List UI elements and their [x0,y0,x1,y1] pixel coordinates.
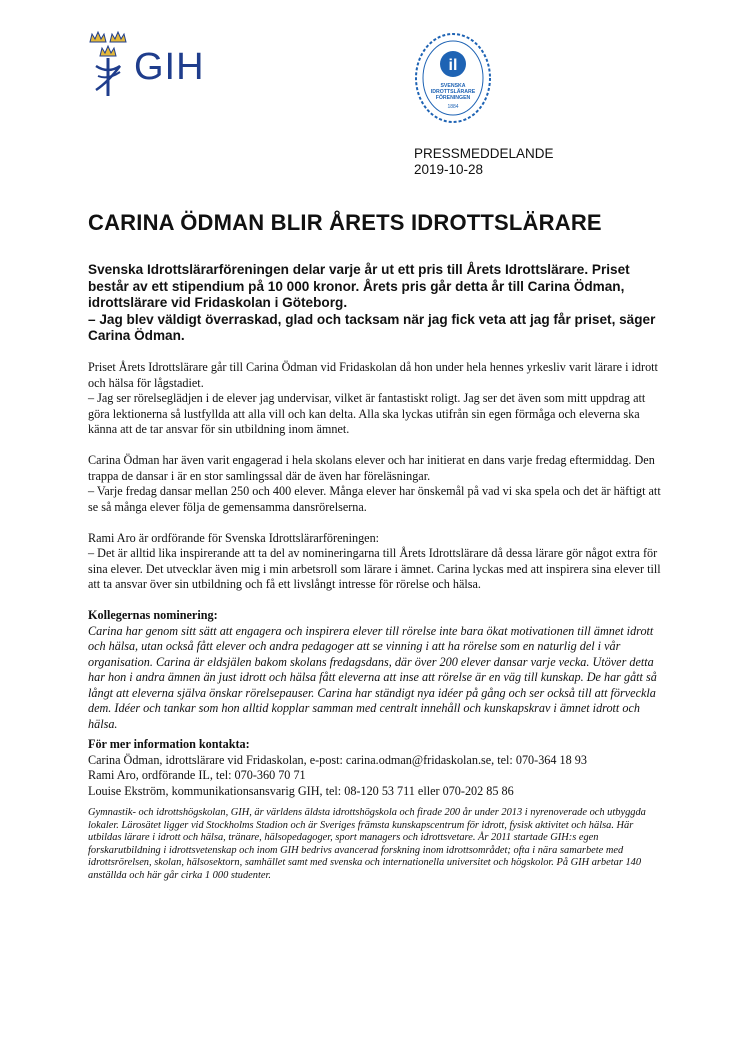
lead-quote: – Jag blev väldigt överraskad, glad och tacksam när jag fick veta att jag får priset, säger Carina Ödman. [88,311,656,343]
nomination-heading: Kollegernas nominering: [88,608,218,622]
body-paragraph: – Varje fredag dansar mellan 250 och 400 elever. Många elever har önskemål på vad vi ska spela och det är häftigt att se så många elever följa de gemensamma dansrörelserna. [88,484,661,514]
body-paragraph: – Jag ser rörelseglädjen i de elever jag undervisar, vilket är fantastiskt roligt. Jag ser det även som mitt uppdrag att göra lektionerna så lustfyllda att alla vill och kan delta. Alla ska lyckas utifrån sin egen förmåga och eleverna ska känna att de tar ansvar för sin utbildning inom ämnet. [88,391,646,436]
svg-text:SVENSKA: SVENSKA [440,83,466,89]
contact-line: Louise Ekström, kommunikationsansvarig GIH, tel: 08-120 53 711 eller 070-202 85 86 [88,783,514,798]
laurel-seal-icon [414,32,492,124]
contact-section [88,737,668,799]
contact-line: Carina Ödman, idrottslärare vid Fridaskolan, e-post: carina.odman@fridaskolan.se, tel: 070-364 18 93 [88,752,587,767]
contact-heading: För mer information kontakta: [88,737,250,751]
svg-text:il: il [448,57,458,74]
body-paragraph: Priset Årets Idrottslärare går till Carina Ödman vid Fridaskolan då hon under hela hennes yrkesliv varit lärare i idrott och hälsa för lågstadiet. [88,360,658,390]
press-date: 2019-10-28 [414,162,484,177]
body-paragraph: – Det är alltid lika inspirerande att ta del av nomineringarna till Årets Idrottslärare då dessa lärare gör något extra för sina elever. Det utvecklar även mig i min arbetsroll som lärare i ämnet. Carina lyckas med att inspirera sina elever till att ta ansvar över sin utbildning och få ett livslångt intresse för rörelse och hälsa. [88,546,661,591]
lead-paragraph [88,262,668,345]
svg-text:IDROTTSLÄRARE: IDROTTSLÄRARE [430,89,476,95]
contact-line: Rami Aro, ordförande IL, tel: 070-360 70 71 [88,768,306,782]
body-paragraph: Carina Ödman har även varit engagerad i hela skolans elever och har initierat en dans varje fredag eftermiddag. Den trappa de dansar i är en stor samlingssal där de även har föreläsningar. [88,453,655,483]
association-seal [414,32,492,124]
crowns-emblem-icon [86,28,132,98]
page-title: CARINA ÖDMAN BLIR ÅRETS IDROTTSLÄRARE [88,210,602,235]
press-release-header [414,146,554,178]
nomination-text: Carina har genom sitt sätt att engagera och inspirera elever till rörelse inte bara ökat motivationen till ämnet idrott och hälsa, utan också fått elever och andra pedagoger att se vinning i att ha rörelse som en naturlig del i vår organisation. Carina är eldsjälen bakom skolans fredagsdans, där över 200 elever dansar varje vecka. Utöver detta har hon i andra ämnen än just idrott och hälsa fått eleverna att inse att rörelse är en väg till kunskap. De har gått så långt att eleverna själva önskar rörelsepauser. Carina har ständigt nya idéer på gång och ser också till att förveckla dem. Idéer och tankar som hon alltid kopplar samman med centralt innehåll och kunskapskrav i ämnet idrott och hälsa. [88,623,657,731]
body-paragraph: Rami Aro är ordförande för Svenska Idrottslärarföreningen: [88,530,380,545]
lead-text: Svenska Idrottslärarföreningen delar varje år ut ett pris till Årets Idrottslärare. Priset består av ett stipendium på 10 000 kronor. Årets pris går detta år till Carina Ödman, idrottslärare vid Fridaskolan i Göteborg. [88,262,630,310]
press-label: PRESSMEDDELANDE [414,146,554,161]
body-text [88,360,668,732]
svg-text:FÖRENINGEN: FÖRENINGEN [435,95,471,101]
gih-wordmark: GIH [134,46,205,88]
svg-text:1884: 1884 [447,104,459,110]
about-gih-footer: Gymnastik- och idrottshögskolan, GIH, är världens äldsta idrottshögskola och firade 200 år under 2013 i nyrenoverade och utbyggda lokaler. Lärosätet ligger vid Stockholms Stadion och är Sveriges främsta kunskapscentrum för idrott, fysisk aktivitet och hälsa. Här utbildas lärare i idrott och hälsa, tränare, hälsopedagoger, sport managers och idrottsvetare. År 2011 startade GIH:s egen forskarutbildning i idrottsvetenskap och inom GIH bedrivs avancerad forskning inom idrottsområdet; ofta i nära samarbete med idrottsrörelsen, skolan, hälsosektorn, samhället samt med svenska och internationella universitet och högskolor. På GIH arbetar 140 anställda och här går cirka 1 000 studenter. [88,807,646,881]
gih-logo [86,28,246,98]
